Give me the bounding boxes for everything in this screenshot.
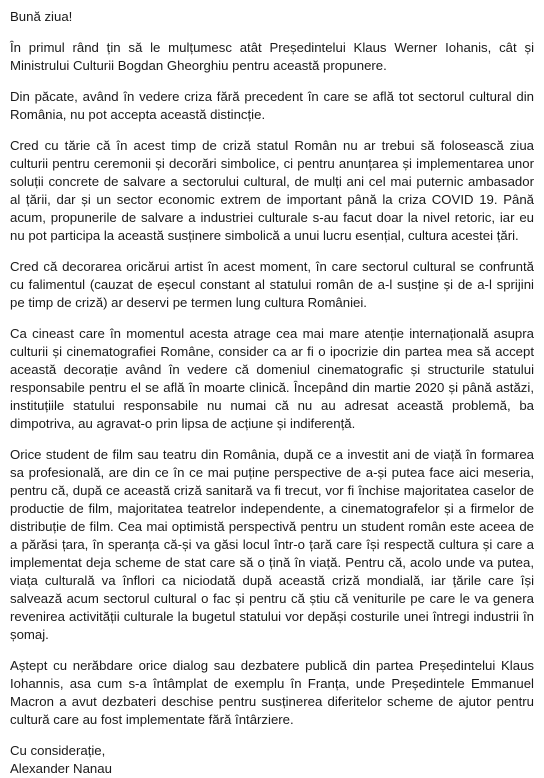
paragraph-students: Orice student de film sau teatru din România, după ce a investit ani de viață în formarea sa profesională, are din ce în ce mai puține perspective de a-și putea face aici meseria, pentru că, după ce această criză sanitară va fi trecut, vor fi închise majoritatea caselor de productie de film, majoritatea teatrelor independente, a cinematografelor și a firmelor de distribuție de film. Cea mai optimistă perspectivă pentru un student român este aceea de a părăsi țara, în speranța că-și va găsi locul într-o țară care își respectă cultura și care a implementat deja scheme de stat care să o țină în viață. Pentru că, acolo unde va putea, viața culturală va înflori ca niciodată după această criză mondială, iar țările care își salvează acum sectorul cultural o fac și pentru că știu că veniturile pe care le va genera revenirea activității culturale la bugetul statului vor depăși costurile unei întregi industrii în șomaj. — [10, 447, 534, 642]
letter — [10, 8, 534, 778]
paragraph-dialogue: Aștept cu nerăbdare orice dialog sau dezbatere publică din partea Președintelui Klaus Iohannis, asa cum s-a întâmplat de exemplu în Franța, unde Președintele Emmanuel Macron a avut dezbateri deschise pentru susținerea diferitelor scheme de ajutor pentru cultură care au fost implementate fără întârziere. — [10, 658, 534, 727]
paragraph-refusal: Din păcate, având în vedere criza fără precedent în care se află tot sectorul cultural din România, nu pot accepta această distincție. — [10, 89, 534, 122]
paragraph-filmmaker: Ca cineast care în momentul acesta atrage cea mai mare atenție internațională asupra culturii și cinematografiei Române, consider ca ar fi o ipocrizie din partea mea să accept această decorație având în vedere că domeniul cinematografic și structurile statului responsabile pentru el se află în moarte clinică. Începând din martie 2020 și până astăzi, instituțiile statului responsabile nu numai că nu au adresat această problemă, ba dimpotriva, au agravat-o prin lipsa de acțiune și indiferență. — [10, 326, 534, 431]
paragraph-thanks: În primul rând țin să le mulțumesc atât Președintelui Klaus Werner Iohanis, cât și Ministrului Culturii Bogdan Gheorghiu pentru această propunere. — [10, 40, 534, 73]
signature: Alexander Nanau — [10, 761, 112, 776]
paragraph-crisis: Cred cu tărie că în acest timp de criză statul Român nu ar trebui să folosească ziua culturii pentru ceremonii și decorări simbolice, ci pentru anunțarea și implementarea unor soluții concrete de salvare a sectorului cultural, de mulți ani cel mai puternic ambasador al țării, dar și un sector economic extrem de important până la criza COVID 19. Până acum, propunerile de salvare a industriei culturale s-au facut doar la nivel retoric, iar eu nu pot participa la această susținere simbolică a unui lucru esențial, cultura acestei țări. — [10, 138, 534, 243]
closing: Cu considerație, — [10, 743, 106, 758]
paragraph-decoration: Cred că decorarea oricărui artist în acest moment, în care sectorul cultural se confruntă cu falimentul (cauzat de eșecul constant al statului român de a-l susține și de a-l sprijini pe timp de criză) ar deservi pe termen lung cultura României. — [10, 259, 534, 310]
greeting: Bună ziua! — [10, 9, 73, 24]
